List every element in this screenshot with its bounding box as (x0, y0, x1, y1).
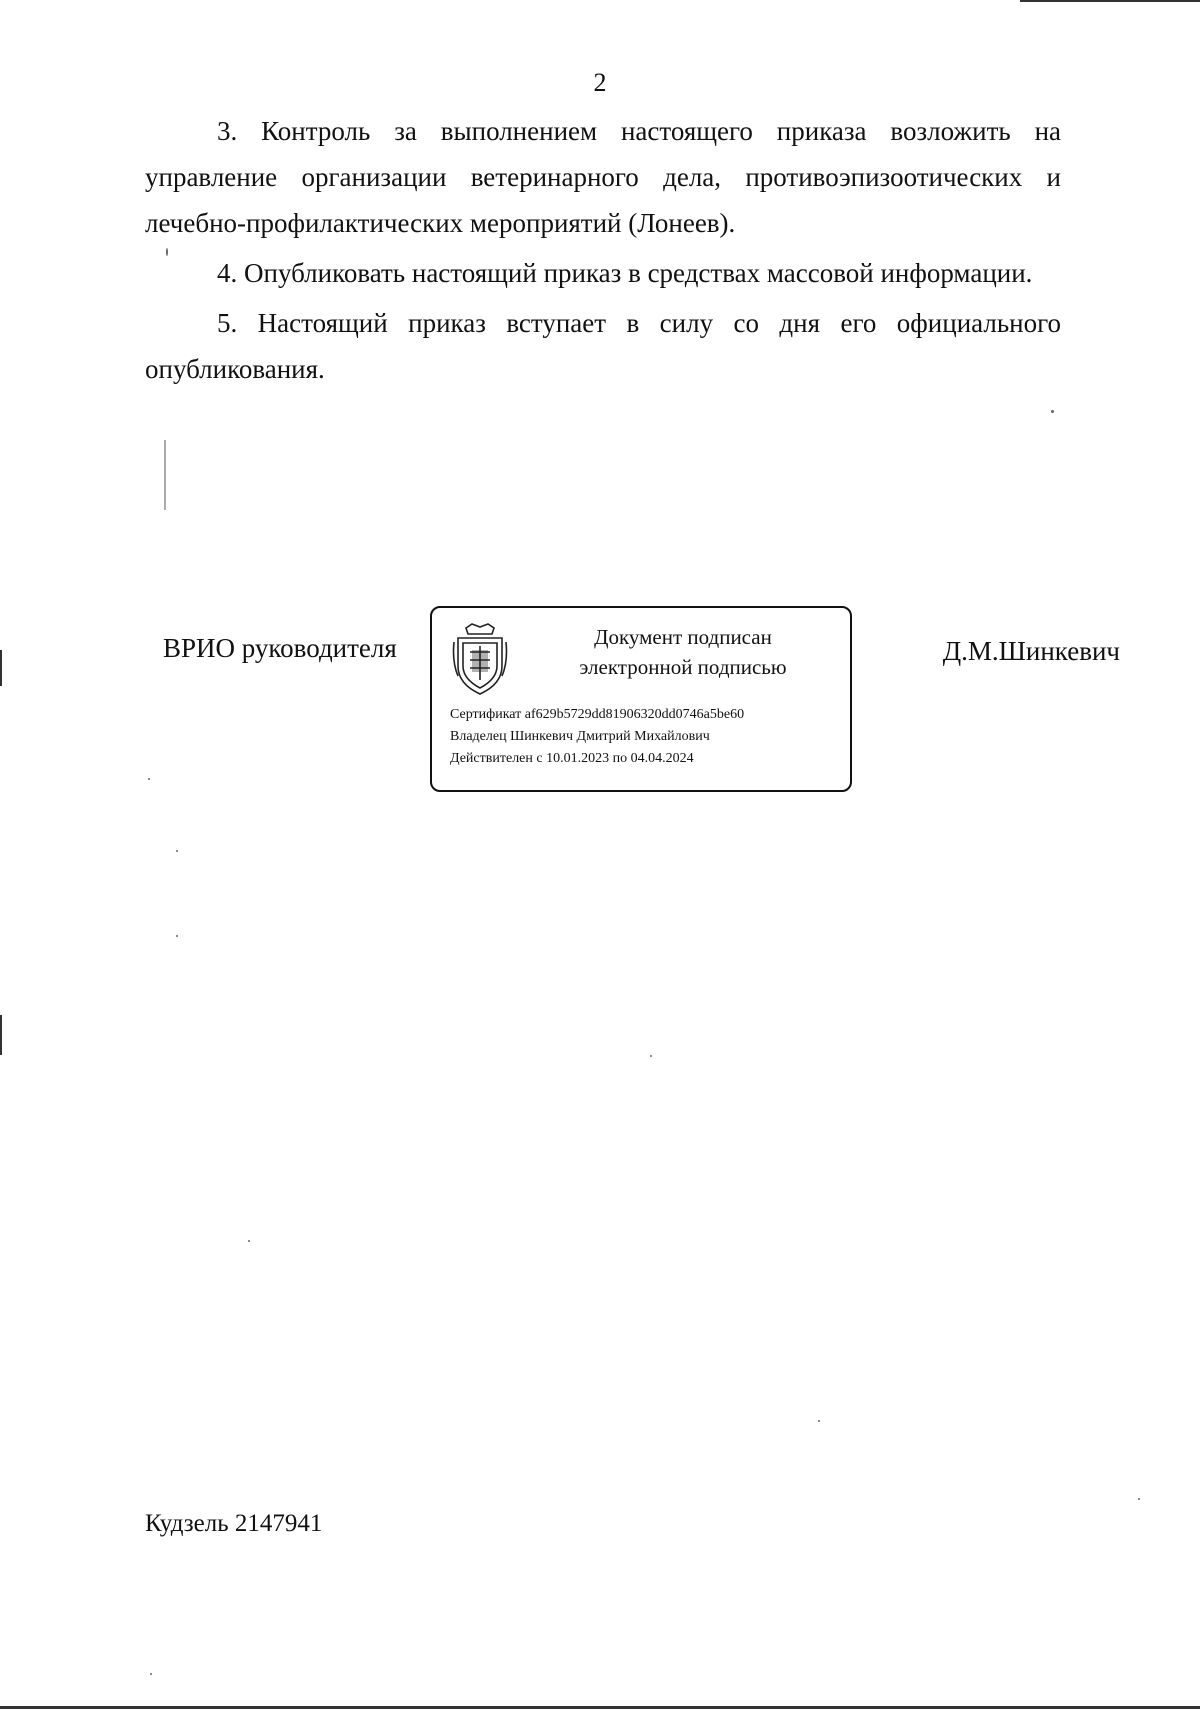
stamp-title (528, 622, 838, 682)
scan-speck (1138, 1498, 1140, 1500)
signatory-position: ВРИО руководителя (163, 633, 397, 663)
certificate-validity: Действителен с 10.01.2023 по 04.04.2024 (450, 751, 694, 766)
scan-edge-line (0, 650, 2, 686)
scan-speck (148, 778, 150, 780)
scan-speck (818, 1420, 820, 1422)
scan-speck (650, 1055, 652, 1057)
stamp-details (450, 704, 744, 770)
signer-name: Д.М.Шинкевич (942, 636, 1120, 666)
scan-speck (166, 248, 168, 256)
scan-speck (1051, 410, 1054, 413)
page-number: 2 (593, 68, 607, 97)
executor-info: Кудзель 2147941 (145, 1510, 323, 1537)
certificate-number: Сертификат af629b5729dd81906320dd0746a5be60 (450, 707, 745, 722)
certificate-owner: Владелец Шинкевич Дмитрий Михайлович (450, 729, 710, 744)
scan-edge-line (0, 1706, 1200, 1709)
scan-speck (248, 1240, 250, 1242)
scan-speck (150, 1673, 152, 1675)
electronic-signature-stamp (430, 606, 852, 792)
paragraph-3: 3. Контроль за выполнением настоящего приказа возложить на управление организации ветеринарного дела, противоэпизоотических и лечебно-профилактических мероприятий (Лонеев). (145, 116, 1061, 238)
stamp-title-line-1: Документ подписан (594, 625, 772, 649)
scan-speck (176, 935, 178, 937)
document-body (145, 108, 1061, 396)
scan-speck (176, 850, 178, 852)
scan-speck (164, 440, 166, 510)
paragraph-5: 5. Настоящий приказ вступает в силу со дня его официального опубликования. (145, 308, 1061, 384)
scan-edge-line (1020, 0, 1200, 2)
scan-edge-line (0, 1015, 2, 1055)
stamp-title-line-2: электронной подписью (579, 655, 787, 679)
paragraph-4: 4. Опубликовать настоящий приказ в средствах массовой информации. (217, 258, 1033, 288)
coat-of-arms-icon (452, 622, 508, 696)
